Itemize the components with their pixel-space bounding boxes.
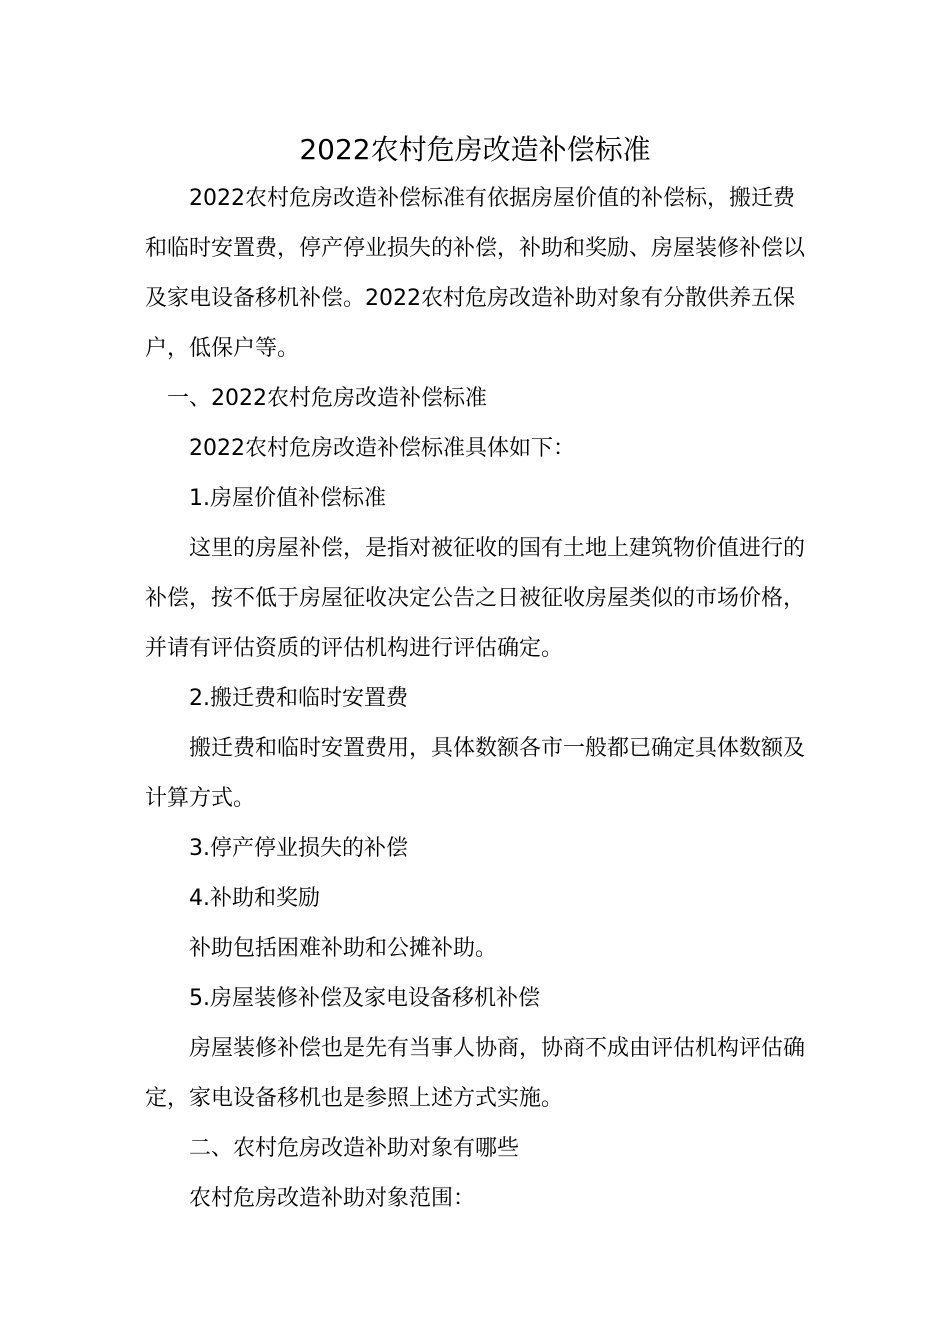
subheading-3: 3.停产停业损失的补偿 xyxy=(189,836,408,861)
subheading-1: 1.房屋价值补偿标准 xyxy=(189,486,386,511)
body-paragraph: 农村危房改造补助对象范围： xyxy=(189,1186,476,1211)
subheading-2: 2.搬迁费和临时安置费 xyxy=(189,686,408,711)
section-heading-2: 二、农村危房改造补助对象有哪些 xyxy=(189,1136,520,1161)
document-body xyxy=(145,174,815,1224)
body-paragraph: 搬迁费和临时安置费用，具体数额各市一般都已确定具体数额及计算方式。 xyxy=(145,736,806,811)
intro-paragraph: 2022农村危房改造补偿标准有依据房屋价值的补偿标，搬迁费和临时安置费，停产停业损失的补偿，补助和奖励、房屋装修补偿以及家电设备移机补偿。2022农村危房改造补助对象有分散供养五保户，低保户等。 xyxy=(145,186,806,361)
body-paragraph: 2022农村危房改造补偿标准具体如下： xyxy=(189,436,575,461)
subheading-5: 5.房屋装修补偿及家电设备移机补偿 xyxy=(189,986,540,1011)
body-paragraph: 这里的房屋补偿，是指对被征收的国有土地上建筑物价值进行的补偿，按不低于房屋征收决定公告之日被征收房屋类似的市场价格，并请有评估资质的评估机构进行评估确定。 xyxy=(145,536,806,661)
document-title: 2022农村危房改造补偿标准 xyxy=(299,133,651,166)
body-paragraph: 房屋装修补偿也是先有当事人协商，协商不成由评估机构评估确定，家电设备移机也是参照上述方式实施。 xyxy=(145,1036,806,1111)
body-paragraph: 补助包括困难补助和公摊补助。 xyxy=(189,936,498,961)
section-heading-1: 一、2022农村危房改造补偿标准 xyxy=(167,386,487,411)
subheading-4: 4.补助和奖励 xyxy=(189,886,320,911)
